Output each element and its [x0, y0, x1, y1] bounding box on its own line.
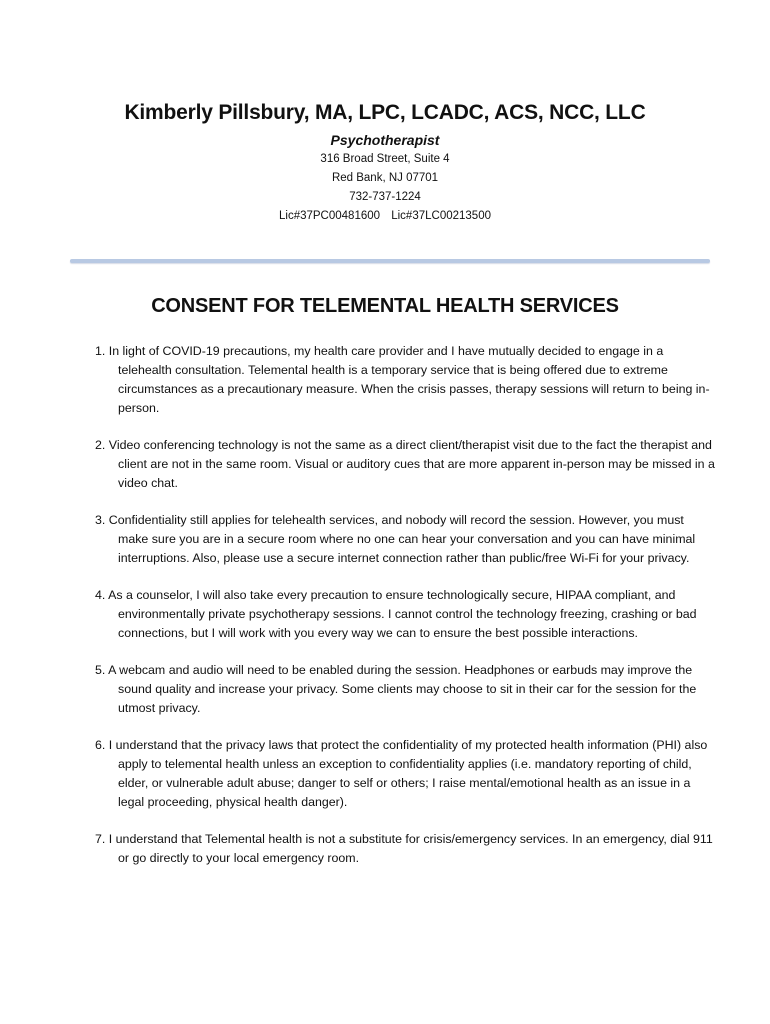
practitioner-name: Kimberly Pillsbury, MA, LPC, LCADC, ACS, NCC, LLC	[124, 101, 646, 124]
consent-item: 3. Confidentiality still applies for telehealth services, and nobody will record the session. However, you must make sure you are in a secure room where no one can hear your conversation and you can have minimal interruptions. Also, please use a secure internet connection rather than public/free Wi-Fi for your privacy.	[95, 513, 696, 565]
license-numbers	[0, 207, 770, 226]
letterhead	[0, 98, 770, 226]
letterhead-divider	[70, 259, 710, 263]
phone-number: 732-737-1224	[349, 191, 421, 203]
document-title: CONSENT FOR TELEMENTAL HEALTH SERVICES	[151, 295, 619, 317]
license-number-1: Lic#37PC00481600	[279, 210, 381, 222]
license-number-2: Lic#37LC00213500	[391, 210, 491, 222]
practitioner-title: Psychotherapist	[330, 132, 440, 148]
consent-item: 4. As a counselor, I will also take every precaution to ensure technologically secure, HIPAA compliant, and environmentally private psychotherapy sessions. I cannot control the technology freezing, crashing or bad connections, but I will work with you every way we can to ensure the best possible interactions.	[95, 588, 697, 640]
consent-item: 5. A webcam and audio will need to be enabled during the session. Headphones or earbuds may improve the sound quality and increase your privacy. Some clients may choose to sit in their car for the session for the utmost privacy.	[95, 663, 697, 715]
address-street: 316 Broad Street, Suite 4	[320, 153, 450, 165]
consent-item: 2. Video conferencing technology is not the same as a direct client/therapist visit due to the fact the therapist and client are not in the same room. Visual or auditory cues that are more apparent in-person may be missed in a video chat.	[95, 438, 715, 490]
consent-items-list	[95, 342, 715, 868]
consent-item: 6. I understand that the privacy laws that protect the confidentiality of my protected health information (PHI) also apply to telemental health unless an exception to confidentiality applies (i.e. mandatory reporting of child, elder, or vulnerable adult abuse; danger to self or others; I raise mental/emotional health as an issue in a legal proceeding, physical health danger).	[95, 738, 708, 809]
consent-item: 7. I understand that Telemental health is not a substitute for crisis/emergency services. In an emergency, dial 911 or go directly to your local emergency room.	[95, 832, 713, 865]
address-city: Red Bank, NJ 07701	[331, 172, 439, 184]
consent-item: 1. In light of COVID-19 precautions, my health care provider and I have mutually decided to engage in a telehealth consultation. Telemental health is a temporary service that is being offered due to extreme circumstances as a precautionary measure. When the crisis passes, therapy sessions will return to being in-person.	[95, 344, 710, 415]
